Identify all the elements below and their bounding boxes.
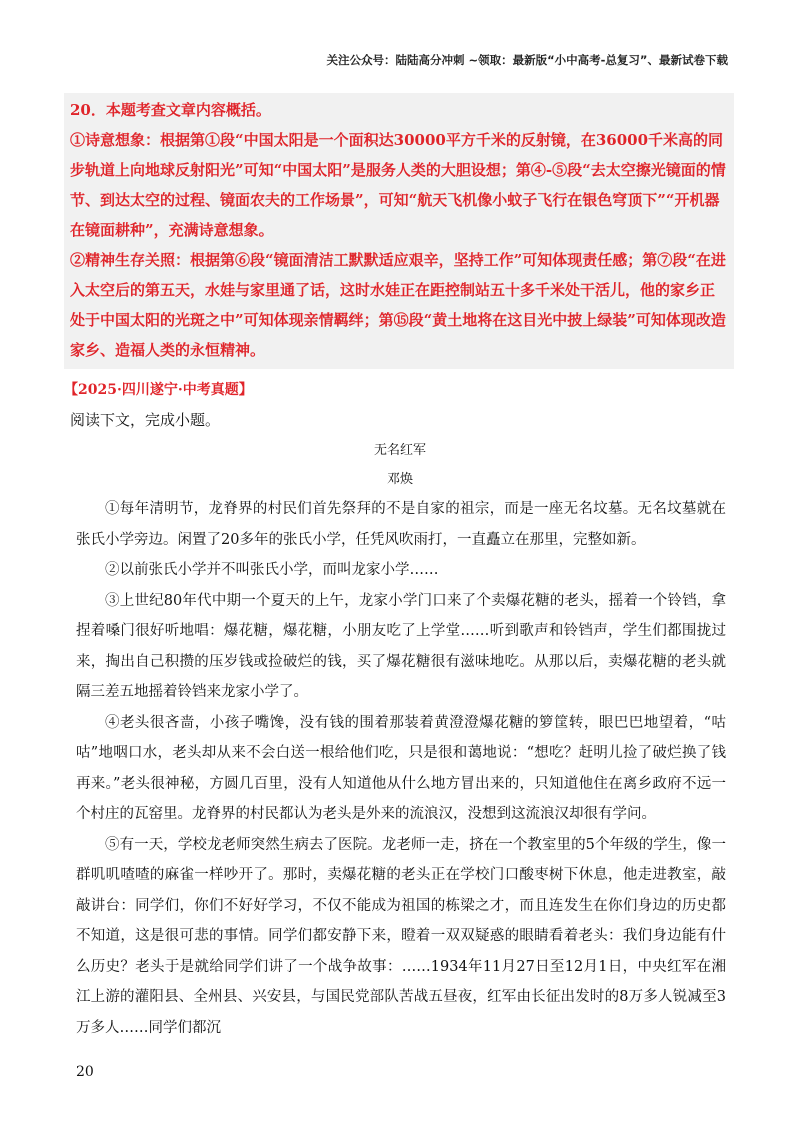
article-paragraph: ③上世纪80年代中期一个夏天的上午，龙家小学门口来了个卖爆花糖的老头，摇着一个铃铛，拿捏着嗓门很好听地唱：爆花糖，爆花糖，小朋友吃了上学堂……听到歌声和铃铛声，学生们都围拢过来，掏出自己积攒的压岁钱或捡破烂的钱，买了爆花糖很有滋味地吃。从那以后，卖爆花糖的老头就隔三差五地摇着铃铛来龙家小学了。 [76,592,726,700]
article-paragraph: ⑤有一天，学校龙老师突然生病去了医院。龙老师一走，挤在一个教室里的5个年级的学生，像一群叽叽喳喳的麻雀一样吵开了。那时，卖爆花糖的老头正在学校门口酸枣树下休息，他走进教室，敲敲讲台：同学们，你们不好好学习，不仅不能成为祖国的栋梁之才，而且连发生在你们身边的历史都不知道，这是很可悲的事情。同学们都安静下来，瞪着一双双疑惑的眼睛看着老头：我们身边能有什么历史？老头于是就给同学们讲了一个战争故事：……1934年11月27日至12月1日，中央红军在湘江上游的灌阳县、全州县、兴安县，与国民党部队苦战五昼夜，红军由长征出发时的8万多人锐减至3万多人……同学们都沉 [76,836,726,1036]
page-number: 20 [76,1064,94,1080]
question-source: 【2025·四川遂宁·中考真题】 [64,382,253,398]
answer-title: 20．本题考查文章内容概括。 [70,101,271,119]
article-paragraph: ④老头很吝啬，小孩子嘴馋，没有钱的围着那装着黄澄澄爆花糖的箩筐转，眼巴巴地望着，“咕咕”地咽口水，老头却从来不会白送一根给他们吃，只是很和蔼地说：“想吃？赶明儿捡了破烂换了钱再来。”老头很神秘，方圆几百里，没有人知道他从什么地方冒出来的，只知道他住在离乡政府不远一个村庄的瓦窑里。龙脊界的村民都认为老头是外来的流浪汉，没想到这流浪汉却很有学问。 [76,714,726,822]
answer-point-1: ①诗意想象：根据第①段“中国太阳是一个面积达30000平方千米的反射镜，在36000千米高的同步轨道上向地球反射阳光”可知“中国太阳”是服务人类的大胆设想；第④-⑤段“去太空擦光镜面的情节、到达太空的过程、镜面农夫的工作场景”，可知“航天飞机像小蚊子飞行在银色穹顶下”“开机器在镜面耕种”，充满诗意想象。 [70,131,726,239]
article-paragraph: ②以前张氏小学并不叫张氏小学，而叫龙家小学…… [105,562,439,578]
page-header: 关注公众号：陆陆高分冲刺 ~领取：最新版“小中高考-总复习”、最新试卷下载 [326,53,728,67]
article-paragraph: ①每年清明节，龙脊界的村民们首先祭拜的不是自家的祖宗，而是一座无名坟墓。无名坟墓就在张氏小学旁边。闲置了20多年的张氏小学，任凭风吹雨打，一直矗立在那里，完整如新。 [76,501,726,548]
reading-instruction: 阅读下文，完成小题。 [70,411,221,429]
answer-point-2: ②精神生存关照：根据第⑥段“镜面清洁工默默适应艰辛，坚持工作”可知体现责任感；第⑦段“在进入太空后的第五天，水娃与家里通了话，这时水娃正在距控制站五十多千米处干活儿，他的家乡正处于中国太阳的光斑之中”可知体现亲情羁绊；第⑮段“黄土地将在这目光中披上绿装”可知体现改造家乡、造福人类的永恒精神。 [70,251,726,359]
article-author: 邓焕 [386,472,413,487]
answer-explanation-box [64,93,734,369]
article-title: 无名红军 [373,443,426,458]
article-body [76,494,726,1043]
